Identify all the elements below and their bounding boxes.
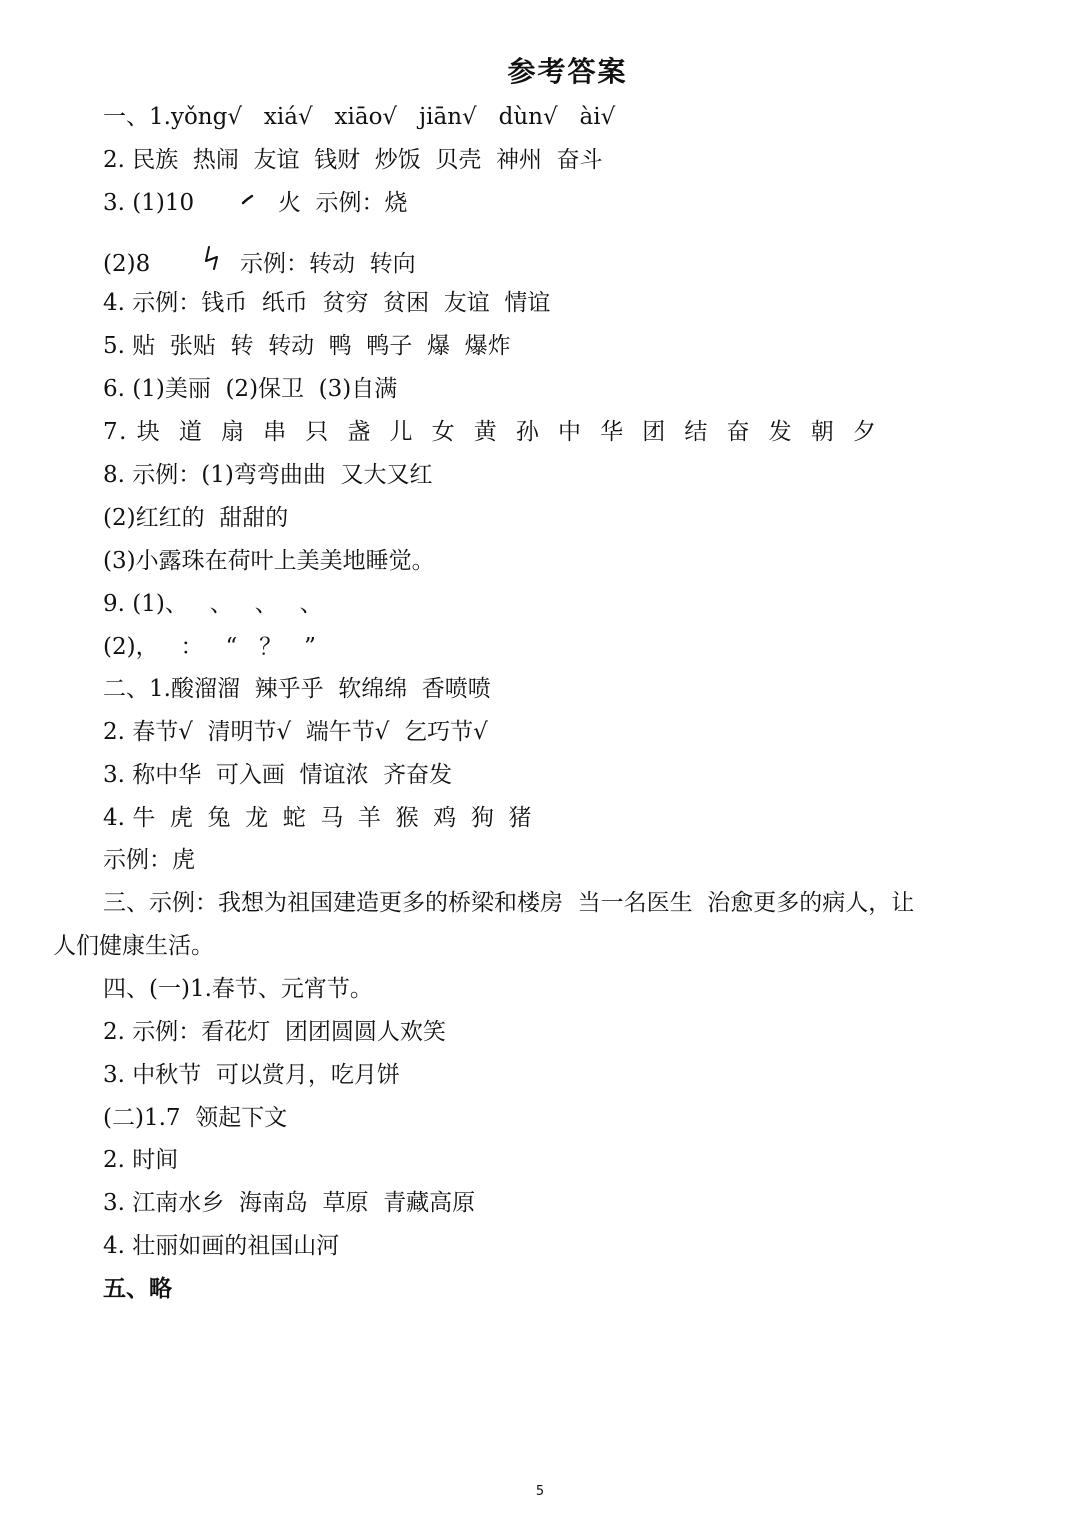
dian-stroke-icon <box>238 187 256 221</box>
answer-line-7: 6. (1)美丽 (2)保卫 (3)自满 <box>103 376 398 402</box>
answer-line-2: 2. 民族 热闹 友谊 钱财 炒饭 贝壳 神州 奋斗 <box>103 147 603 173</box>
answer-line-9: 8. 示例：(1)弯弯曲曲 又大又红 <box>103 462 433 488</box>
answer-line-12: 9. (1)、 、 、 、 <box>103 591 323 617</box>
answer-line-20: 人们健康生活。 <box>53 933 214 959</box>
page-number: 5 <box>535 1484 545 1499</box>
answer-line-26: 3. 江南水乡 海南岛 草原 青藏高原 <box>103 1190 476 1216</box>
page-title: 参考答案 <box>507 55 628 88</box>
answer-line-14: 二、1.酸溜溜 辣乎乎 软绵绵 香喷喷 <box>103 676 491 702</box>
answer-line-27: 4. 壮丽如画的祖国山河 <box>103 1233 340 1259</box>
answer-line-part: 火 示例：烧 <box>255 190 408 216</box>
answer-line-part: (2)8 <box>103 251 202 277</box>
answer-line-23: 3. 中秋节 可以赏月，吃月饼 <box>103 1062 400 1088</box>
answer-line-13: (2)， ： “ ？ ” <box>103 634 316 660</box>
answer-line-1: 一、1.yǒng√ xiá√ xiāo√ jiān√ dùn√ ài√ <box>103 104 616 130</box>
answer-line-10: (2)红红的 甜甜的 <box>103 505 289 531</box>
answer-line-19: 三、示例：我想为祖国建造更多的桥梁和楼房 当一名医生 治愈更多的病人，让 <box>103 890 915 916</box>
answer-line-24: (二)1.7 领起下文 <box>103 1105 288 1131</box>
answer-line-25: 2. 时间 <box>103 1147 179 1173</box>
answer-line-28: 五、略 <box>103 1275 172 1302</box>
answer-line-3 <box>103 186 408 220</box>
answer-line-18: 示例：虎 <box>103 847 195 873</box>
answer-line-22: 2. 示例：看花灯 团团圆圆人欢笑 <box>103 1019 446 1045</box>
answer-line-4 <box>103 243 416 277</box>
answer-line-5: 4. 示例：钱币 纸币 贫穷 贫困 友谊 情谊 <box>103 290 551 316</box>
answer-line-15: 2. 春节√ 清明节√ 端午节√ 乞巧节√ <box>103 719 488 745</box>
answer-line-part: 3. (1)10 <box>103 190 238 216</box>
shu-ti-stroke-icon <box>201 243 225 287</box>
answer-line-17: 4. 牛 虎 兔 龙 蛇 马 羊 猴 鸡 狗 猪 <box>103 805 532 831</box>
answer-line-8: 7. 块 道 扇 串 只 盏 儿 女 黄 孙 中 华 团 结 奋 发 朝 夕 <box>103 419 878 445</box>
answer-line-11: (3)小露珠在荷叶上美美地睡觉。 <box>103 548 435 574</box>
answer-line-16: 3. 称中华 可入画 情谊浓 齐奋发 <box>103 762 453 788</box>
answer-line-21: 四、(一)1.春节、元宵节。 <box>103 976 373 1002</box>
answer-line-6: 5. 贴 张贴 转 转动 鸭 鸭子 爆 爆炸 <box>103 333 511 359</box>
answer-line-part: 示例：转动 转向 <box>225 251 416 277</box>
